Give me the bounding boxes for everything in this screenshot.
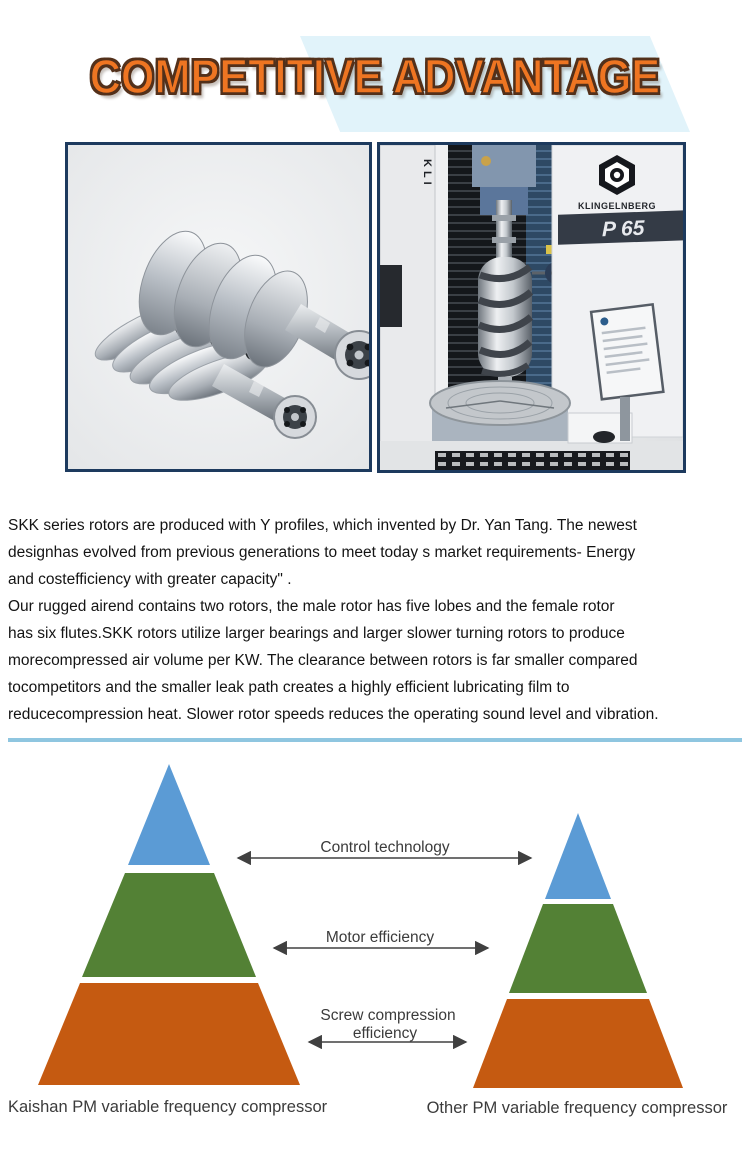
left-pyramid-top-layer	[128, 764, 210, 865]
right-pyramid-caption: Other PM variable frequency compressor	[426, 1099, 728, 1117]
left-pyramid-caption: Kaishan PM variable frequency compressor	[8, 1098, 328, 1116]
left-pyramid-middle-layer	[82, 873, 256, 977]
description-text	[8, 512, 744, 728]
rotor-illustration	[68, 145, 369, 469]
page-title-text: COMPETITIVE ADVANTAGE	[89, 51, 661, 104]
monitor	[591, 304, 663, 399]
motor-efficiency-label: Motor efficiency	[325, 929, 435, 946]
left-dark-panel	[380, 265, 402, 327]
machine-model-label: P 65	[602, 216, 645, 242]
page-title	[0, 51, 750, 104]
model-badge	[558, 210, 683, 244]
machine-side-label: KLI	[421, 159, 433, 189]
machine-brand-label: KLINGELNBERG	[578, 201, 656, 211]
text-line: tocompetitors and the smaller leak path creates a highly efficient lubricating film to	[8, 679, 570, 696]
monitor-stand	[620, 397, 630, 441]
pyramid-comparison-diagram	[0, 745, 750, 1145]
bottom-grill	[435, 451, 630, 470]
text-line: has six flutes.SKK rotors utilize larger bearings and larger slower turning rotors to produce	[8, 625, 625, 642]
left-pyramid-bottom-layer	[38, 983, 300, 1085]
control-technology-label: Control technology	[320, 839, 450, 856]
mouse	[593, 431, 615, 443]
text-line: Our rugged airend contains two rotors, the male rotor has five lobes and the female rotor	[8, 598, 615, 615]
section-divider	[8, 738, 742, 742]
text-line: and costefficiency with greater capacity" .	[8, 571, 292, 588]
text-line: SKK series rotors are produced with Y profiles, which invented by Dr. Yan Tang. The newest	[8, 517, 637, 534]
screw-compression-label-line1: Screw compression	[320, 1007, 456, 1024]
machine-illustration	[380, 145, 683, 470]
right-pyramid-middle-layer	[509, 904, 647, 993]
text-line: reducecompression heat. Slower rotor speeds reduces the operating sound level and vibration.	[8, 706, 659, 723]
machine-photo	[377, 142, 686, 473]
right-pyramid-top-layer	[545, 813, 611, 899]
text-line: morecompressed air volume per KW. The clearance between rotors is far smaller compared	[8, 652, 638, 669]
screw-compression-label-line2: efficiency	[352, 1025, 418, 1042]
text-line: designhas evolved from previous generations to meet today s market requirements- Energy	[8, 544, 636, 561]
right-pyramid-bottom-layer	[473, 999, 683, 1088]
rotary-table	[430, 381, 570, 451]
rotor-photo	[65, 142, 372, 472]
